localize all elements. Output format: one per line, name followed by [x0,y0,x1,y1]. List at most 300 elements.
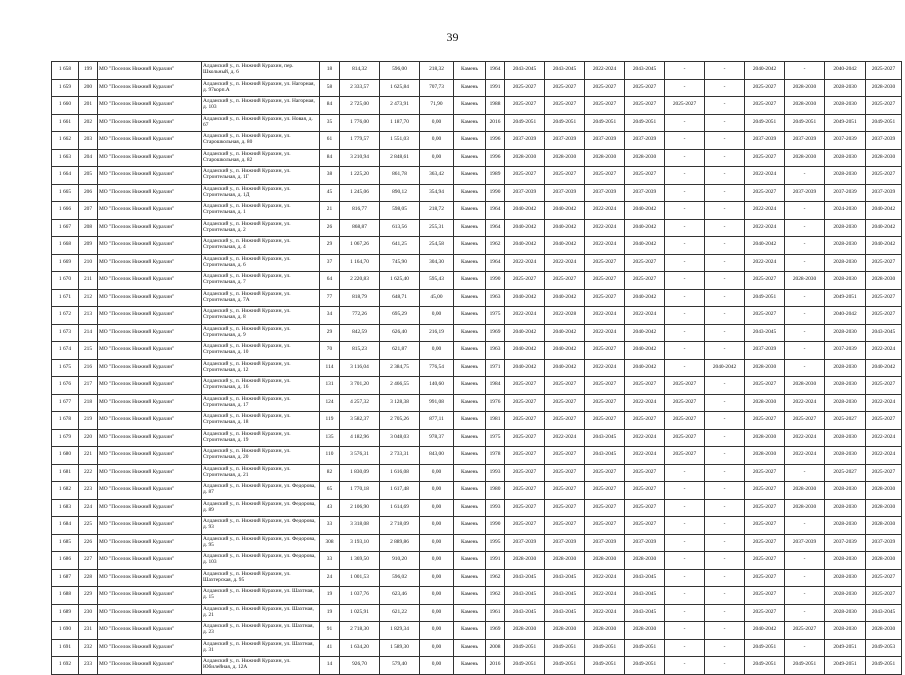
table-cell: 2049-2051 [866,657,902,675]
table-cell: 1993 [486,499,505,517]
table-cell: МО "Поселок Нижний Курахин" [98,289,202,307]
table-cell: 2025-2027 [545,464,585,482]
table-cell: 2025-2027 [545,482,585,500]
table-cell: 2 889,86 [380,534,420,552]
table-cell: 2049-2051 [505,657,545,675]
table-cell: МО "Поселок Нижний Курахин" [98,604,202,622]
table-cell: 2025-2027 [585,517,625,535]
table-row [52,237,902,255]
table-cell: МО "Поселок Нижний Курахин" [98,377,202,395]
table-cell: - [785,517,825,535]
table-cell: Алданский у., п. Нижний Курахин, ул. Строительная, д. 1Г [202,167,320,185]
table-cell: - [665,114,705,132]
table-cell: - [665,359,705,377]
table-cell: 2025-2027 [866,569,902,587]
table-cell: - [665,202,705,220]
table-cell: 2028-2030 [825,219,866,237]
table-cell: 0,00 [420,342,454,360]
table-cell: - [785,359,825,377]
table-cell: 2049-2051 [585,114,625,132]
table-cell: 1975 [486,307,505,325]
table-cell: 1 689 [52,604,79,622]
table-cell: 2049-2051 [585,639,625,657]
table-cell: Камень [454,79,486,97]
table-cell: 2025-2027 [625,517,665,535]
table-cell: 58 [320,79,340,97]
table-cell: 1 690 [52,622,79,640]
table-cell: 2025-2027 [625,377,665,395]
table-cell: 205 [79,167,98,185]
table-cell: 70 [320,342,340,360]
table-cell: Алданский у., п. Нижний Курахин, ул. Строительная, д. 6 [202,254,320,272]
table-cell: 2049-2051 [825,657,866,675]
table-cell: 579,40 [380,657,420,675]
table-cell: 2028-2030 [825,429,866,447]
table-cell: Алданский у., п. Нижний Курахин, ул. Федорова, д. 103 [202,552,320,570]
table-cell: 2022-2024 [585,569,625,587]
table-cell: 2028-2030 [745,447,785,465]
table-cell: 2022-2024 [585,359,625,377]
table-cell: Камень [454,114,486,132]
table-cell: - [705,587,745,605]
table-row [52,447,902,465]
table-cell: МО "Поселок Нижний Курахин" [98,184,202,202]
table-cell: 1962 [486,569,505,587]
table-cell: 2037-2039 [825,342,866,360]
table-cell: 1 589,30 [380,639,420,657]
table-cell: 204 [79,149,98,167]
table-cell: 2025-2027 [585,167,625,185]
table-cell: Алданский у., п. Нижний Курахин, ул. Строительная, д. 1Д [202,184,320,202]
table-cell: 2025-2027 [585,464,625,482]
table-cell: 2028-2030 [866,482,902,500]
table-cell: 2040-2042 [745,237,785,255]
table-cell: Камень [454,307,486,325]
table-cell: 2025-2027 [745,517,785,535]
table-cell: Алданский у., п. Нижний Курахин, ул. Старошкольная, д. 80 [202,132,320,150]
table-cell: 2037-2039 [825,132,866,150]
table-cell: 254,58 [420,237,454,255]
table-cell: 1 671 [52,289,79,307]
table-cell: 1976 [486,394,505,412]
table-cell: 1990 [486,184,505,202]
table-cell: 2025-2027 [625,499,665,517]
table-cell: МО "Поселок Нижний Курахин" [98,272,202,290]
table-cell: 596,00 [380,62,420,80]
table-cell: 2028-2030 [825,517,866,535]
table-cell: 1 664 [52,167,79,185]
table-cell: 2025-2027 [585,482,625,500]
table-cell: 2043-2045 [745,324,785,342]
table-body [52,62,902,675]
table-cell: 2028-2030 [825,482,866,500]
table-cell: 598,05 [380,202,420,220]
table-cell: 2022-2024 [866,342,902,360]
table-cell: 2037-2039 [505,132,545,150]
table-cell: 2025-2027 [625,482,665,500]
table-cell: Камень [454,184,486,202]
table-cell: 2025-2027 [585,342,625,360]
table-cell: 2040-2042 [505,219,545,237]
table-cell: 2040-2042 [866,237,902,255]
table-cell: 225 [79,517,98,535]
table-cell: 2025-2027 [545,517,585,535]
table-cell: 1 025,91 [340,604,380,622]
table-cell: 2025-2027 [665,97,705,115]
table-cell: 2040-2042 [745,62,785,80]
table-cell: - [705,289,745,307]
table-cell: 216,19 [420,324,454,342]
table-cell: 2040-2042 [505,342,545,360]
table-cell: 1 686 [52,552,79,570]
table-cell: - [665,552,705,570]
table-cell: 2025-2027 [866,167,902,185]
table-cell: МО "Поселок Нижний Курахин" [98,429,202,447]
table-cell: - [705,114,745,132]
table-cell: 2040-2042 [705,359,745,377]
table-cell: 2025-2027 [585,394,625,412]
table-cell: 1995 [486,534,505,552]
table-cell: 2 705,26 [380,412,420,430]
table-cell: 2043-2045 [585,447,625,465]
table-cell: 2025-2027 [745,184,785,202]
table-cell: 2028-2030 [785,377,825,395]
table-cell: 2025-2027 [625,254,665,272]
table-cell: - [665,237,705,255]
table-cell: Камень [454,167,486,185]
table-cell: 209 [79,237,98,255]
table-cell: 2025-2027 [745,569,785,587]
table-cell: 210 [79,254,98,272]
table-row [52,464,902,482]
table-cell: 1 691 [52,639,79,657]
table-cell: 2 725,00 [340,97,380,115]
table-cell: 2025-2027 [745,412,785,430]
table-cell: 2025-2027 [545,377,585,395]
table-cell: 41 [320,639,340,657]
table-cell: МО "Поселок Нижний Курахин" [98,114,202,132]
table-cell: - [665,604,705,622]
table-cell: 232 [79,639,98,657]
table-cell: - [705,219,745,237]
table-cell: 0,00 [420,657,454,675]
table-cell: 2037-2039 [625,184,665,202]
table-cell: 1 661 [52,114,79,132]
table-cell: 2022-2028 [545,307,585,325]
table-cell: 1 164,70 [340,254,380,272]
table-cell: 2028-2030 [545,149,585,167]
table-cell: 2028-2030 [825,272,866,290]
table-cell: 91 [320,622,340,640]
table-cell: 2025-2027 [745,604,785,622]
table-cell: 1991 [486,552,505,570]
table-cell: - [785,324,825,342]
table-cell: 2040-2042 [505,359,545,377]
table-cell: 2025-2027 [745,377,785,395]
table-cell: 2028-2030 [825,569,866,587]
table-cell: Камень [454,499,486,517]
table-cell: 2025-2027 [785,622,825,640]
table-cell: 2022-2024 [585,324,625,342]
table-cell: 2025-2027 [866,412,902,430]
table-cell: 2040-2042 [625,289,665,307]
table-cell: 2025-2027 [505,167,545,185]
table-cell: 2025-2027 [505,447,545,465]
table-cell: 218 [79,394,98,412]
table-cell: 2037-2039 [545,534,585,552]
table-cell: МО "Поселок Нижний Курахин" [98,237,202,255]
table-cell: Алданский у., п. Нижний Курахин, ул. Строительная, д. 7А [202,289,320,307]
table-row [52,132,902,150]
table-cell: Камень [454,149,486,167]
table-cell: 2028-2030 [825,167,866,185]
table-cell: 707,73 [420,79,454,97]
table-cell: 2043-2045 [625,62,665,80]
table-cell: - [665,587,705,605]
table-cell: 2022-2024 [745,167,785,185]
table-cell: 2049-2051 [785,114,825,132]
table-cell: 233 [79,657,98,675]
table-cell: 2028-2030 [625,149,665,167]
table-cell: 2043-2045 [545,569,585,587]
table-cell: 1 660 [52,97,79,115]
table-cell: 868,87 [340,219,380,237]
table-cell: 2022-2024 [625,429,665,447]
table-cell: 2028-2030 [825,587,866,605]
table-cell: - [705,307,745,325]
table-cell: 38 [320,167,340,185]
table-cell: 3 128,38 [380,394,420,412]
table-cell: 19 [320,587,340,605]
table-cell: 218,32 [420,62,454,80]
table-cell: 84 [320,97,340,115]
table-cell: 2022-2024 [545,254,585,272]
table-cell: 2037-2039 [585,184,625,202]
table-cell: 2028-2030 [825,552,866,570]
table-cell: 648,71 [380,289,420,307]
table-cell: 19 [320,604,340,622]
table-cell: 201 [79,97,98,115]
table-cell: 2025-2027 [585,499,625,517]
table-cell: 2043-2045 [625,587,665,605]
table-cell: 2043-2045 [505,604,545,622]
table-cell: 1962 [486,587,505,605]
table-cell: - [705,394,745,412]
table-cell: 2043-2045 [505,587,545,605]
table-cell: 2037-2039 [585,534,625,552]
table-cell: 2022-2024 [745,202,785,220]
table-cell: Алданский у., п. Нижний Курахин, ул. Строительная, д. 7 [202,272,320,290]
table-cell: 2 106,90 [340,499,380,517]
table-cell: - [705,342,745,360]
table-cell: 2025-2027 [625,412,665,430]
table-cell: 2040-2042 [545,324,585,342]
table-cell: 2049-2051 [545,114,585,132]
table-cell: 2022-2024 [745,219,785,237]
table-cell: - [705,499,745,517]
table-cell: 18 [320,62,340,80]
table-cell: - [665,534,705,552]
table-cell: 2037-2039 [505,184,545,202]
table-cell: 2037-2039 [866,534,902,552]
table-cell: - [785,219,825,237]
table-cell: 1 669 [52,254,79,272]
table-cell: 110 [320,447,340,465]
table-cell: 2028-2030 [545,552,585,570]
table-cell: Камень [454,289,486,307]
table-cell: 1961 [486,604,505,622]
table-cell: 3 701,20 [340,377,380,395]
table-cell: 0,00 [420,534,454,552]
table-cell: 2025-2027 [545,79,585,97]
table-cell: 0,00 [420,132,454,150]
table-cell: 2028-2030 [866,622,902,640]
table-cell: 2025-2027 [505,429,545,447]
table-cell: 2025-2027 [745,499,785,517]
table-row [52,377,902,395]
table-cell: - [665,132,705,150]
table-row [52,62,902,80]
table-cell: 2022-2024 [625,307,665,325]
table-cell: 208 [79,219,98,237]
table-cell: 1 369,50 [340,552,380,570]
table-cell: 2040-2042 [625,342,665,360]
table-cell: - [705,534,745,552]
table-cell: 1 662 [52,132,79,150]
table-cell: 3 582,37 [340,412,380,430]
table-cell: - [705,377,745,395]
table-cell: 37 [320,254,340,272]
table-cell: 1962 [486,237,505,255]
table-cell: 613,56 [380,219,420,237]
table-cell: 308 [320,534,340,552]
table-cell: 2022-2024 [585,587,625,605]
table-cell: 1 779,57 [340,132,380,150]
table-cell: 2025-2027 [866,377,902,395]
table-cell: 14 [320,657,340,675]
table-cell: 1 692 [52,657,79,675]
table-cell: 1993 [486,464,505,482]
table-cell: - [785,167,825,185]
table-cell: 43 [320,499,340,517]
table-cell: 1 659 [52,79,79,97]
table-cell: 2037-2039 [785,132,825,150]
table-cell: 2022-2024 [585,307,625,325]
table-cell: 2024-2030 [825,202,866,220]
table-cell: Камень [454,639,486,657]
table-row [52,534,902,552]
table-cell: 2025-2027 [585,254,625,272]
table-cell: 2025-2027 [745,149,785,167]
table-cell: 2022-2024 [866,447,902,465]
table-cell: 2037-2039 [625,534,665,552]
table-cell: - [785,552,825,570]
table-cell: 2040-2042 [505,237,545,255]
table-cell: Камень [454,219,486,237]
table-cell: 2037-2039 [785,184,825,202]
table-cell: 2028-2030 [585,622,625,640]
table-cell: - [705,272,745,290]
table-cell: МО "Поселок Нижний Курахин" [98,499,202,517]
table-cell: МО "Поселок Нижний Курахин" [98,622,202,640]
table-cell: 1 679 [52,429,79,447]
table-cell: 2049-2051 [745,289,785,307]
table-cell: 2028-2030 [585,552,625,570]
table-cell: 4 257,32 [340,394,380,412]
table-cell: 222 [79,464,98,482]
table-cell: 991,08 [420,394,454,412]
table-cell: Камень [454,657,486,675]
table-row [52,587,902,605]
table-cell: 2025-2027 [866,254,902,272]
table-cell: 1 678 [52,412,79,430]
table-cell: 2 466,55 [380,377,420,395]
table-cell: - [705,184,745,202]
table-cell: Алданский у., п. Нижний Курахин, ул. Нагорная, д. 97корп.А [202,79,320,97]
table-cell: 1996 [486,149,505,167]
table-cell: 978,37 [420,429,454,447]
table-cell: 2040-2042 [625,219,665,237]
table-row [52,342,902,360]
table-cell: 124 [320,394,340,412]
table-cell: - [665,499,705,517]
table-cell: 1963 [486,342,505,360]
table-row [52,639,902,657]
table-cell: 2025-2027 [745,534,785,552]
table-cell: 1 187,70 [380,114,420,132]
table-cell: МО "Поселок Нижний Курахин" [98,412,202,430]
table-cell: 1 067,26 [340,237,380,255]
table-cell: 1 617,48 [380,482,420,500]
table-cell: 2025-2027 [505,517,545,535]
table-cell: МО "Поселок Нижний Курахин" [98,552,202,570]
table-cell: 2049-2051 [785,657,825,675]
table-cell: 2025-2027 [505,97,545,115]
table-cell: 2028-2030 [825,377,866,395]
table-cell: 2040-2042 [866,359,902,377]
table-cell: 2025-2027 [625,272,665,290]
table-cell: 2025-2027 [545,447,585,465]
table-cell: Алданский у., п. Нижний Курахин, ул. Шахтная, д. 23 [202,622,320,640]
table-cell: - [785,62,825,80]
table-cell: 206 [79,184,98,202]
table-cell: 641,25 [380,237,420,255]
table-cell: 2028-2030 [545,622,585,640]
table-cell: 2025-2027 [585,272,625,290]
table-cell: МО "Поселок Нижний Курахин" [98,394,202,412]
table-cell: 0,00 [420,587,454,605]
table-cell: Камень [454,429,486,447]
table-cell: 2028-2030 [505,149,545,167]
table-cell: Камень [454,132,486,150]
table-cell: 1 551,03 [380,132,420,150]
table-cell: 2028-2030 [825,237,866,255]
table-cell: - [705,149,745,167]
table-cell: 2028-2030 [585,149,625,167]
table-cell: - [665,307,705,325]
table-cell: Камень [454,552,486,570]
table-cell: 2043-2045 [545,62,585,80]
table-cell: 82 [320,464,340,482]
table-cell: 2049-2051 [585,657,625,675]
table-row [52,482,902,500]
table-cell: МО "Поселок Нижний Курахин" [98,447,202,465]
table-cell: 1 677 [52,394,79,412]
table-cell: 2028-2030 [825,604,866,622]
table-cell: 1 634,20 [340,639,380,657]
table-cell: 2025-2027 [665,412,705,430]
table-cell: - [705,202,745,220]
